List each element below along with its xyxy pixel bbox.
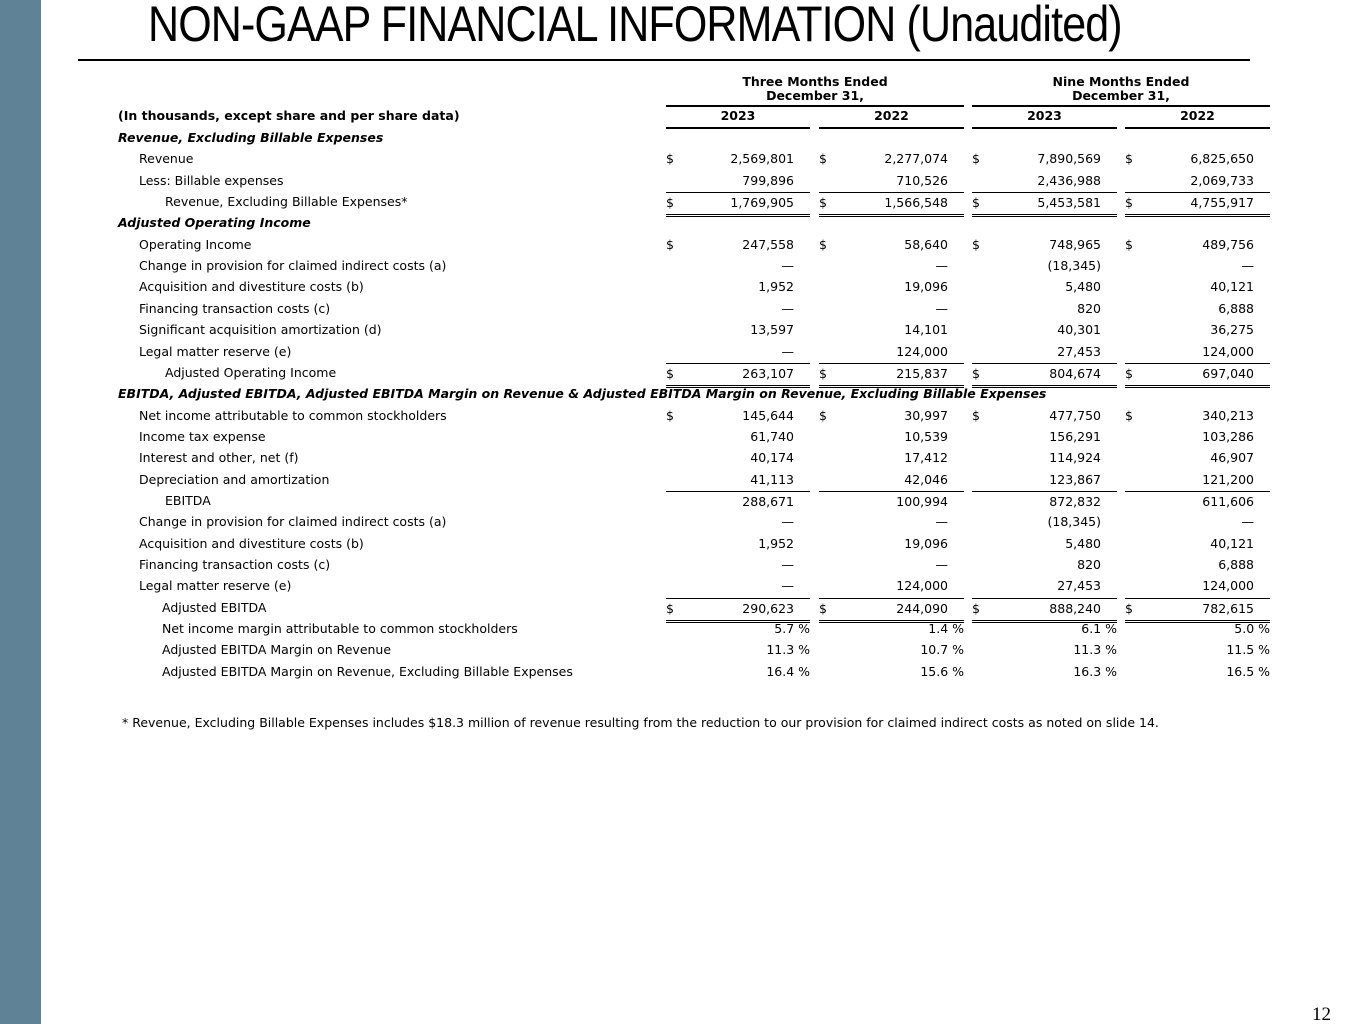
cell-value: 40,121 [1210,279,1254,295]
row-label: Interest and other, net (f) [139,450,299,466]
cell-value: 14,101 [904,322,948,338]
value-cell [666,320,810,341]
cell-value: — [935,514,948,530]
table-row [0,277,1365,298]
cell-value: 145,644 [742,407,794,423]
value-cell [972,491,1117,513]
value-cell [819,406,964,427]
value-cell [819,299,964,320]
value-cell [819,448,964,469]
section-header-row [0,213,1365,234]
row-label: Change in provision for claimed indirect costs (a) [139,514,447,530]
row-label: Net income attributable to common stockholders [139,407,447,423]
value-cell [819,534,964,555]
table-row [0,619,1365,640]
cell-value: 477,750 [1049,407,1101,423]
cell-value: 290,623 [742,600,794,616]
cell-value: 27,453 [1057,578,1101,594]
cell-value: 42,046 [904,471,948,487]
footnote: * Revenue, Excluding Billable Expenses includes $18.3 million of revenue resulting from the reduction to our provision for claimed indirect costs as noted on slide 14. [122,715,1159,730]
value-cell [972,171,1117,192]
cell-value: 820 [1077,300,1101,316]
row-label: Income tax expense [139,428,266,444]
row-label: Adjusted Operating Income [165,364,337,380]
group-header-line1: Three Months Ended [742,74,888,89]
dollar-sign: $ [819,195,827,211]
value-cell [972,406,1117,427]
cell-value: 5.0 % [1234,621,1270,637]
value-cell [819,235,964,256]
dollar-sign: $ [1125,151,1133,167]
group-header-line1: Nine Months Ended [1052,74,1190,89]
cell-value: 748,965 [1049,236,1101,252]
cell-value: 41,113 [750,471,794,487]
value-cell [819,640,964,661]
cell-value: 124,000 [1202,343,1254,359]
cell-value: 103,286 [1202,428,1254,444]
cell-value: 1,769,905 [730,195,794,211]
value-cell [972,320,1117,341]
value-cell [1125,662,1270,683]
dollar-sign: $ [819,151,827,167]
value-cell [666,619,810,640]
value-cell [819,512,964,533]
cell-value: 27,453 [1057,343,1101,359]
dollar-sign: $ [666,236,674,252]
table-row [0,342,1365,363]
value-cell [819,342,964,363]
table-row [0,448,1365,469]
group-header-line2: December 31, [1072,88,1170,103]
cell-value: — [1241,258,1254,274]
year-header: 2023 [1027,108,1062,123]
dollar-sign: $ [972,407,980,423]
cell-value: 2,569,801 [730,151,794,167]
row-label: Adjusted EBITDA Margin on Revenue [162,642,392,658]
row-label: EBITDA [165,492,211,508]
group-header-line2: December 31, [766,88,864,103]
cell-value: — [781,258,794,274]
cell-value: 156,291 [1049,428,1101,444]
value-cell [666,576,810,597]
value-cell [972,256,1117,277]
value-cell [972,277,1117,298]
cell-value: 7,890,569 [1037,151,1101,167]
row-label: Net income margin attributable to common stockholders [162,621,518,637]
row-label: Financing transaction costs (c) [139,300,331,316]
value-cell [819,320,964,341]
cell-value: 13,597 [750,322,794,338]
section-header-row [0,128,1365,149]
cell-value: 2,436,988 [1037,172,1101,188]
cell-value: 489,756 [1202,236,1254,252]
table-row [0,491,1365,512]
cell-value: — [1241,514,1254,530]
cell-value: 888,240 [1049,600,1101,616]
value-cell [1125,555,1270,576]
year-header: 2022 [1180,108,1215,123]
table-row [0,171,1365,192]
value-cell [1125,342,1270,363]
value-cell [666,491,810,513]
value-cell [819,491,964,513]
value-cell [819,149,964,170]
table-row [0,534,1365,555]
cell-value: 804,674 [1049,365,1101,381]
cell-value: 36,275 [1210,322,1254,338]
value-cell [1125,406,1270,427]
cell-value: 124,000 [1202,578,1254,594]
cell-value: 247,558 [742,236,794,252]
cell-value: 121,200 [1202,471,1254,487]
value-cell [1125,512,1270,533]
cell-value: 16.3 % [1073,663,1117,679]
cell-value: 11.3 % [766,642,810,658]
value-cell [972,534,1117,555]
cell-value: 782,615 [1202,600,1254,616]
dollar-sign: $ [1125,236,1133,252]
value-cell [666,171,810,192]
row-label: Operating Income [139,236,252,252]
dollar-sign: $ [1125,195,1133,211]
value-cell [666,534,810,555]
row-label: Adjusted Operating Income [118,215,311,231]
dollar-sign: $ [666,600,674,616]
cell-value: 40,301 [1057,322,1101,338]
dollar-sign: $ [666,407,674,423]
cell-value: 611,606 [1202,493,1254,509]
value-cell [1125,427,1270,448]
row-label: Depreciation and amortization [139,471,330,487]
cell-value: 872,832 [1049,493,1101,509]
value-cell [972,576,1117,597]
cell-value: 10,539 [904,428,948,444]
cell-value: 2,277,074 [884,151,948,167]
dollar-sign: $ [972,600,980,616]
dollar-sign: $ [819,236,827,252]
dollar-sign: $ [1125,407,1133,423]
table-row [0,470,1365,491]
cell-value: 124,000 [896,578,948,594]
value-cell [666,640,810,661]
value-cell [1125,149,1270,170]
table-row [0,299,1365,320]
value-cell [666,256,810,277]
cell-value: 1,566,548 [884,195,948,211]
row-label: Acquisition and divestiture costs (b) [139,535,364,551]
value-cell [666,555,810,576]
cell-value: 19,096 [904,279,948,295]
page-number: 12 [1312,1004,1331,1025]
cell-value: — [781,578,794,594]
dollar-sign: $ [666,365,674,381]
row-label: EBITDA, Adjusted EBITDA, Adjusted EBITDA Margin on Revenue & Adjusted EBITDA Margin on Revenue, Excluding Billable Expenses [118,386,1047,402]
cell-value: — [781,557,794,572]
cell-value: (18,345) [1047,514,1101,530]
table-row [0,640,1365,661]
value-cell [972,448,1117,469]
value-cell [1125,235,1270,256]
row-label: Acquisition and divestiture costs (b) [139,279,364,295]
value-cell [1125,171,1270,192]
cell-value: 15.6 % [920,663,964,679]
value-cell [819,619,964,640]
value-cell [972,619,1117,640]
cell-value: 11.5 % [1226,642,1270,658]
value-cell [972,555,1117,576]
cell-value: 1.4 % [928,621,964,637]
table-row [0,662,1365,683]
cell-value: 5.7 % [774,621,810,637]
value-cell [819,277,964,298]
cell-value: 58,640 [904,236,948,252]
section-header-row [0,384,1365,405]
cell-value: 124,000 [896,343,948,359]
dollar-sign: $ [972,236,980,252]
year-header: 2023 [720,108,756,123]
cell-value: — [781,514,794,530]
dollar-sign: $ [972,151,980,167]
row-label: Adjusted EBITDA [162,599,267,615]
cell-value: 799,896 [742,172,794,188]
table-row [0,555,1365,576]
value-cell [972,662,1117,683]
value-cell [666,662,810,683]
cell-value: — [781,343,794,359]
value-cell [1125,619,1270,640]
cell-value: 6.1 % [1081,621,1117,637]
dollar-sign: $ [1125,365,1133,381]
value-cell [972,235,1117,256]
value-cell [1125,470,1270,491]
value-cell [819,470,964,491]
cell-value: 16.4 % [766,663,810,679]
cell-value: 820 [1077,557,1101,572]
cell-value: 2,069,733 [1190,172,1254,188]
value-cell [972,342,1117,363]
value-cell [1125,299,1270,320]
value-cell [819,171,964,192]
cell-value: 46,907 [1210,450,1254,466]
row-label: Financing transaction costs (c) [139,557,331,572]
table-row [0,320,1365,341]
table-row [0,576,1365,597]
table-row [0,406,1365,427]
dollar-sign: $ [666,151,674,167]
value-cell [666,512,810,533]
cell-value: 215,837 [896,365,948,381]
cell-value: 61,740 [750,428,794,444]
value-cell [819,555,964,576]
row-label: Adjusted EBITDA Margin on Revenue, Excluding Billable Expenses [162,663,573,679]
cell-value: 100,994 [896,493,948,509]
group-header-three-months [666,75,964,103]
dollar-sign: $ [819,407,827,423]
row-label: Revenue, Excluding Billable Expenses [118,130,384,145]
year-header: 2022 [874,108,909,123]
cell-value: 1,952 [758,279,794,295]
value-cell [666,427,810,448]
value-cell [1125,640,1270,661]
cell-value: 10.7 % [920,642,964,658]
cell-value: 697,040 [1202,365,1254,381]
value-cell [1125,534,1270,555]
value-cell [666,406,810,427]
units-label: (In thousands, except share and per share data) [118,108,460,123]
value-cell [666,299,810,320]
table-row [0,598,1365,619]
cell-value: — [935,258,948,274]
page-title: NON-GAAP FINANCIAL INFORMATION (Unaudited) [148,0,1122,52]
value-cell [1125,491,1270,513]
value-cell [972,512,1117,533]
value-cell [666,448,810,469]
dollar-sign: $ [666,195,674,211]
row-label: Revenue [139,151,194,167]
cell-value: 710,526 [896,172,948,188]
cell-value: — [781,300,794,316]
dollar-sign: $ [1125,600,1133,616]
cell-value: 340,213 [1202,407,1254,423]
cell-value: 30,997 [904,407,948,423]
cell-value: 16.5 % [1226,663,1270,679]
value-cell [819,256,964,277]
table-row [0,235,1365,256]
dollar-sign: $ [972,365,980,381]
value-cell [972,640,1117,661]
value-cell [819,576,964,597]
value-cell [1125,448,1270,469]
table-row [0,363,1365,384]
cell-value: 263,107 [742,365,794,381]
cell-value: 5,480 [1065,279,1101,295]
value-cell [666,342,810,363]
cell-value: 5,453,581 [1037,195,1101,211]
cell-value: 40,174 [750,450,794,466]
cell-value: — [935,300,948,316]
value-cell [819,427,964,448]
cell-value: 4,755,917 [1190,195,1254,211]
cell-value: 40,121 [1210,535,1254,551]
row-label: Change in provision for claimed indirect costs (a) [139,258,447,274]
cell-value: 288,671 [742,493,794,509]
cell-value: 1,952 [758,535,794,551]
value-cell [1125,320,1270,341]
value-cell [1125,277,1270,298]
table-row [0,427,1365,448]
row-label: Significant acquisition amortization (d) [139,322,382,338]
value-cell [1125,576,1270,597]
cell-value: 244,090 [896,600,948,616]
cell-value: 123,867 [1049,471,1101,487]
value-cell [972,470,1117,491]
dollar-sign: $ [972,195,980,211]
row-label: Less: Billable expenses [139,172,284,188]
value-cell [972,299,1117,320]
table-row [0,192,1365,213]
cell-value: 5,480 [1065,535,1101,551]
table-row [0,149,1365,170]
table-row [0,256,1365,277]
cell-value: 11.3 % [1073,642,1117,658]
cell-value: 17,412 [904,450,948,466]
table-row [0,512,1365,533]
value-cell [666,470,810,491]
row-label: Revenue, Excluding Billable Expenses* [165,194,408,210]
group-underline [666,105,964,107]
value-cell [666,277,810,298]
cell-value: — [935,557,948,572]
value-cell [819,662,964,683]
cell-value: 114,924 [1049,450,1101,466]
cell-value: 6,888 [1218,557,1254,572]
value-cell [1125,256,1270,277]
cell-value: (18,345) [1047,258,1101,274]
group-underline [972,105,1270,107]
dollar-sign: $ [819,365,827,381]
row-label: Legal matter reserve (e) [139,343,292,359]
value-cell [972,427,1117,448]
row-label: Legal matter reserve (e) [139,578,292,594]
value-cell [666,235,810,256]
value-cell [666,149,810,170]
group-header-nine-months [972,75,1270,103]
title-rule [78,59,1250,61]
cell-value: 19,096 [904,535,948,551]
value-cell [972,149,1117,170]
cell-value: 6,825,650 [1190,151,1254,167]
dollar-sign: $ [819,600,827,616]
cell-value: 6,888 [1218,300,1254,316]
